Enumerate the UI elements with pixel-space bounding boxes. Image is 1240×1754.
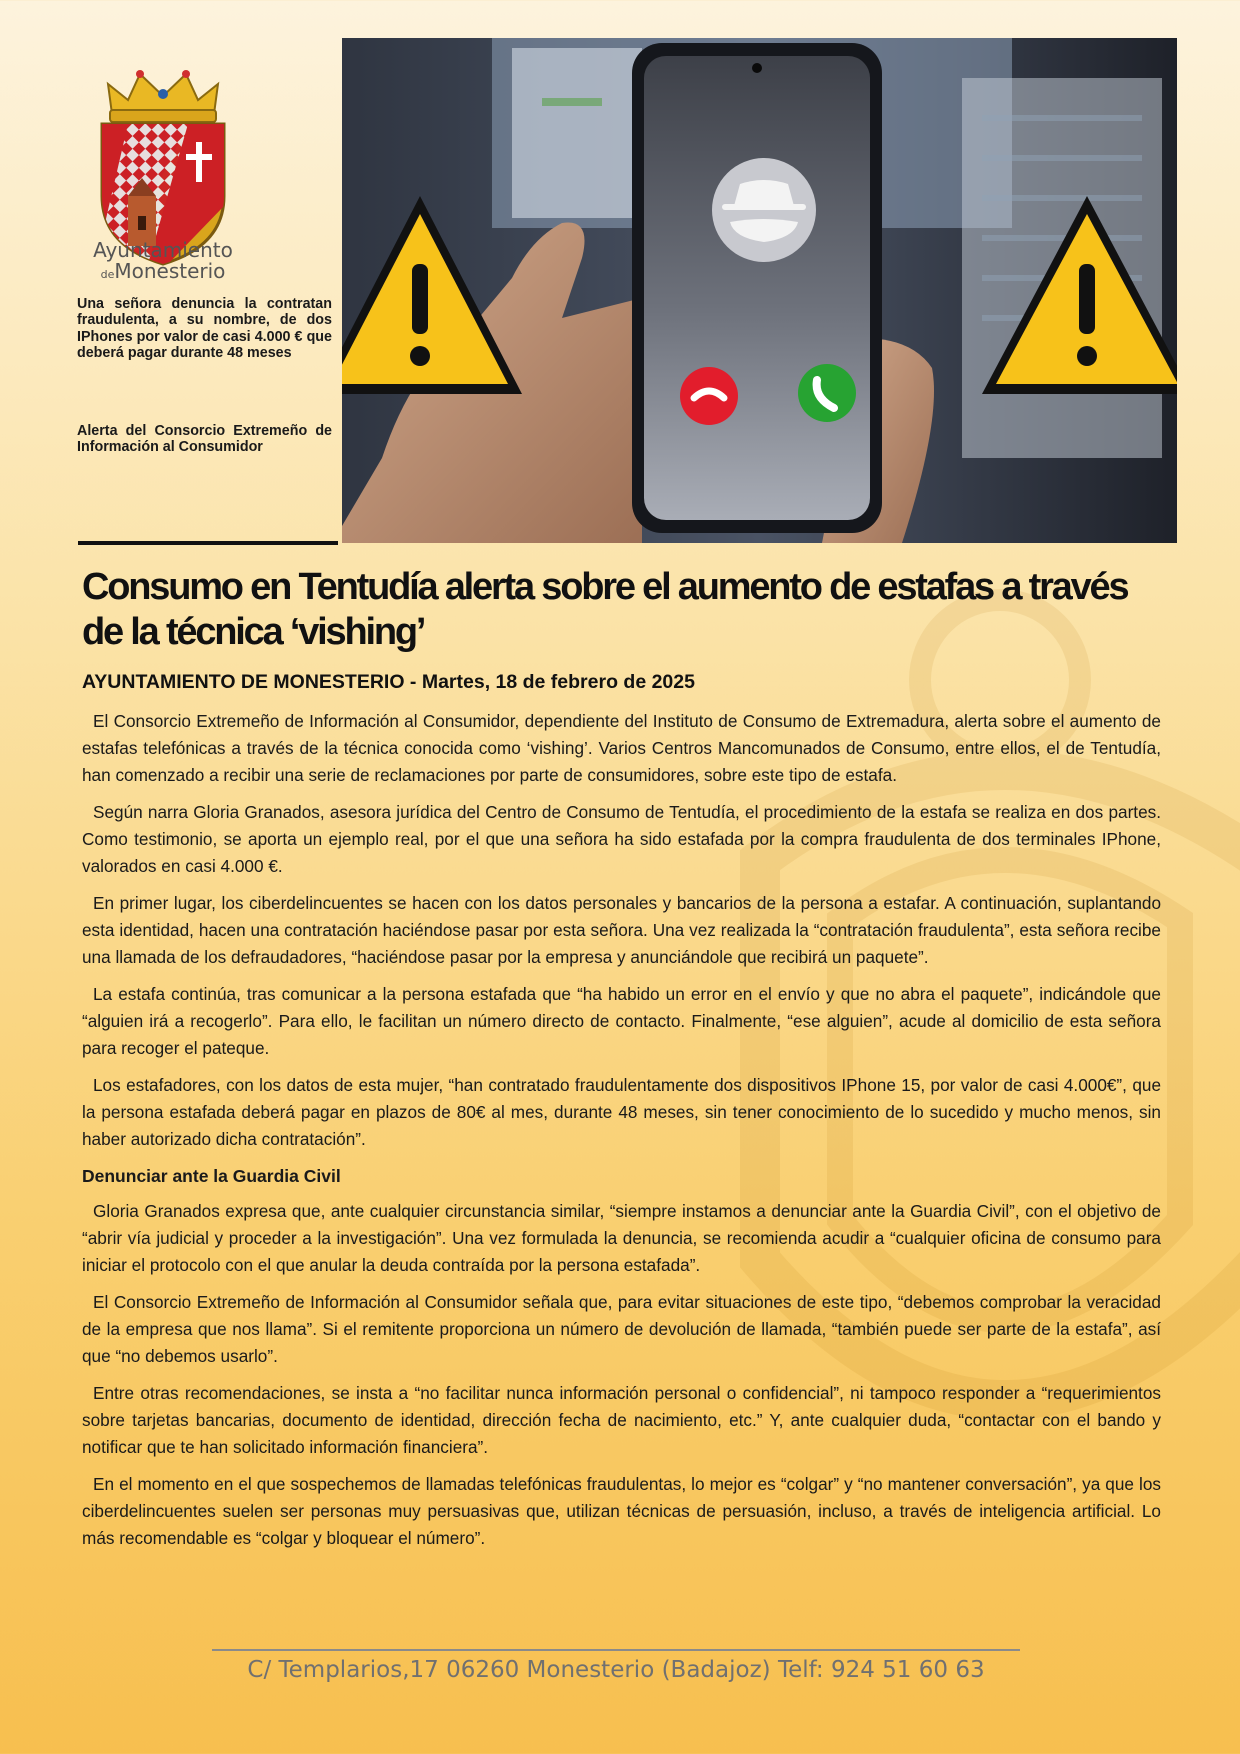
article-paragraph: En primer lugar, los ciberdelincuentes se hacen con los datos personales y bancarios de la persona a estafar. A continuación, suplantando esta identidad, hacen una contratación haciéndose pasar por esta señora. Una vez realizada la “contratación fraudulenta”, esta señora recibe una llamada de los defraudadores, “haciéndose pasar por la empresa y anunciándole que recibirá un paquete”. [82,893,1161,967]
article-paragraph: Gloria Granados expresa que, ante cualquier circunstancia similar, “siempre instamos a denunciar ante la Guardia Civil”, con el objetivo de “abrir vía judicial y proceder a la investigación”. Una vez formulada la denuncia, se recomienda acudir a “cualquier oficina de consumo para iniciar el protocolo con el que anular la deuda contraída por la persona estafada”. [82,1201,1161,1275]
article-paragraph: El Consorcio Extremeño de Información al Consumidor señala que, para evitar situaciones de este tipo, “debemos comprobar la veracidad de la empresa que nos llama”. Si el remitente proporciona un número de devolución de llamada, “también puede ser parte de la estafa”, así que “no debemos usarlo”. [82,1292,1161,1366]
article-paragraph: Los estafadores, con los datos de esta mujer, “han contratado fraudulentamente dos dispositivos IPhone 15, por valor de casi 4.000€”, que la persona estafada deberá pagar en plazos de 80€ al mes, durante 48 meses, sin tener conocimiento de lo sucedido y mucho menos, sin haber autorizado dicha contratación”. [82,1075,1161,1149]
logo-line2: Monesterio [114,259,226,283]
article-headline: Consumo en Tentudía alerta sobre el aumento de estafas a través de la técnica ‘vishing’ [82,566,1128,653]
summary-alert: Alerta del Consorcio Extremeño de Información al Consumidor [77,423,332,456]
article-body [82,708,1161,1562]
hero-image-phone-scam-call [342,38,1177,543]
article-subheading: Denunciar ante la Guardia Civil [82,1166,341,1186]
article-paragraph: Según narra Gloria Granados, asesora jurídica del Centro de Consumo de Tentudía, el procedimiento de la estafa se realiza en dos partes. Como testimonio, se aporta un ejemplo real, por el que una señora ha sido estafada por la compra fraudulenta de dos terminales IPhone, valorados en casi 4.000 €. [82,802,1161,876]
logo-caption [88,240,238,285]
article-paragraph: En el momento en el que sospechemos de llamadas telefónicas fraudulentas, lo mejor es “colgar” y “no mantener conversación”, ya que los ciberdelincuentes suelen ser personas muy persuasivas que, utilizan técnicas de persuasión, incluso, a través de inteligencia artificial. Lo más recomendable es “colgar y bloquear el número”. [82,1474,1161,1548]
summary-divider [78,541,338,545]
footer-address: C/ Templarios,17 06260 Monesterio (Badajoz) Telf: 924 51 60 63 [247,1657,985,1683]
logo-de: de [100,268,115,281]
footer-divider [212,1649,1020,1651]
article-paragraph: Entre otras recomendaciones, se insta a “no facilitar nunca información personal o confidencial”, ni tampoco responder a “requerimientos sobre tarjetas bancarias, documento de identidad, dirección fecha de nacimiento, etc.” Y, ante cualquier duda, “contactar con el bando y notificar que te han solicitado información financiera”. [82,1383,1161,1457]
article-paragraph: El Consorcio Extremeño de Información al Consumidor, dependiente del Instituto de Consumo de Extremadura, alerta sobre el aumento de estafas telefónicas a través de la técnica conocida como ‘vishing’. Varios Centros Mancomunados de Consumo, entre ellos, el de Tentudía, han comenzado a recibir una serie de reclamaciones por parte de consumidores, sobre este tipo de estafa. [82,711,1161,785]
article-paragraph: La estafa continúa, tras comunicar a la persona estafada que “ha habido un error en el envío y que no abra el paquete”, indicándole que “alguien irá a recogerlo”. Para ello, le facilitan un número directo de contacto. Finalmente, “ese alguien”, acude al domicilio de esta señora para recoger el pateque. [82,984,1161,1058]
logo-line1: Ayuntamiento [93,238,233,262]
summary-lead: Una señora denuncia la contratan fraudulenta, a su nombre, de dos IPhones por valor de casi 4.000 € que deberá pagar durante 48 meses [77,296,332,361]
article-byline: AYUNTAMIENTO DE MONESTERIO - Martes, 18 de febrero de 2025 [82,671,695,693]
